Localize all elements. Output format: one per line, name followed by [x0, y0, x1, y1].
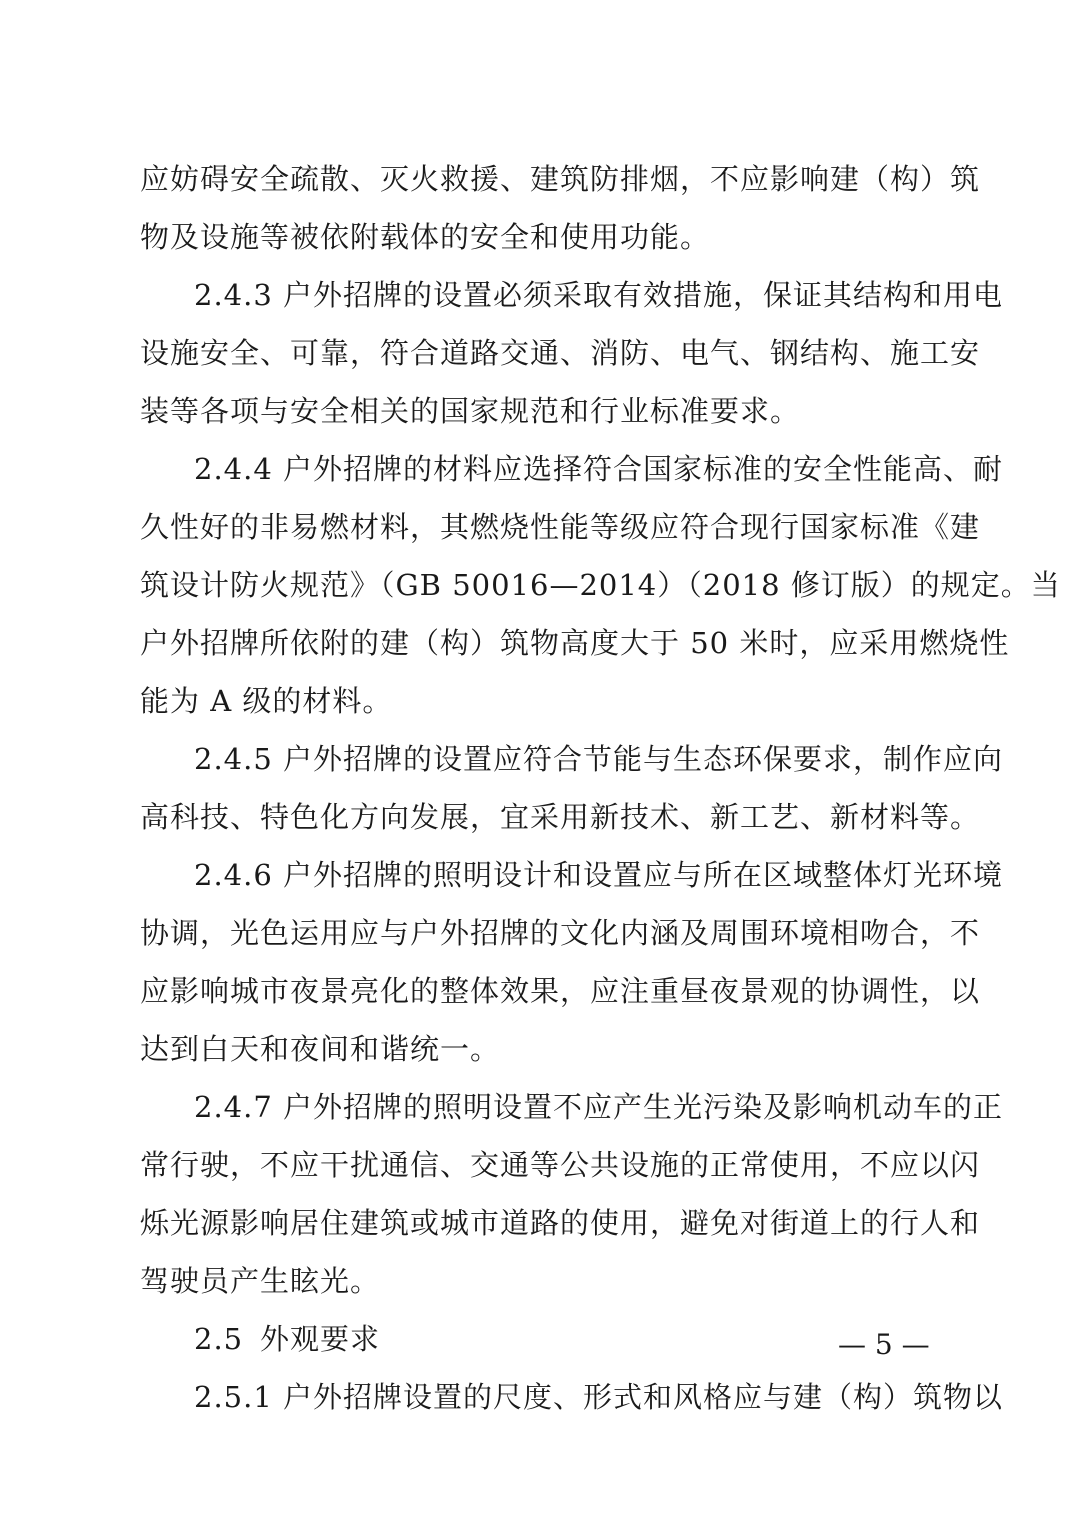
clause-2-4-7-line: 2.4.7 户外招牌的照明设置不应产生光污染及影响机动车的正 — [194, 1090, 1004, 1124]
clause-2-5-1-line: 2.5.1 户外招牌设置的尺度、形式和风格应与建（构）筑物以 — [194, 1380, 1004, 1414]
text-line: 协调，光色运用应与户外招牌的文化内涵及周围环境相吻合，不 — [140, 916, 981, 950]
clause-2-4-6-line: 2.4.6 户外招牌的照明设计和设置应与所在区域整体灯光环境 — [194, 858, 1004, 892]
document-body — [140, 150, 1061, 1426]
text-line: 高科技、特色化方向发展，宜采用新技术、新工艺、新材料等。 — [140, 800, 981, 834]
text-line: 筑设计防火规范》（GB 50016—2014）（2018 修订版）的规定。当 — [140, 568, 1061, 602]
text-line: 驾驶员产生眩光。 — [140, 1264, 381, 1298]
page-number: — 5 — — [838, 1328, 930, 1361]
clause-2-4-4-line: 2.4.4 户外招牌的材料应选择符合国家标准的安全性能高、耐 — [194, 452, 1004, 486]
text-line: 烁光源影响居住建筑或城市道路的使用，避免对街道上的行人和 — [140, 1206, 981, 1240]
text-line: 应影响城市夜景亮化的整体效果，应注重昼夜景观的协调性，以 — [140, 974, 981, 1008]
text-line: 应妨碍安全疏散、灭火救援、建筑防排烟，不应影响建（构）筑 — [140, 162, 981, 196]
text-line: 物及设施等被依附载体的安全和使用功能。 — [140, 220, 711, 254]
text-line: 能为 A 级的材料。 — [140, 684, 393, 718]
clause-2-4-5-line: 2.4.5 户外招牌的设置应符合节能与生态环保要求，制作应向 — [194, 742, 1004, 776]
text-line: 户外招牌所依附的建（构）筑物高度大于 50 米时，应采用燃烧性 — [140, 626, 1010, 660]
text-line: 设施安全、可靠，符合道路交通、消防、电气、钢结构、施工安 — [140, 336, 981, 370]
text-line: 常行驶，不应干扰通信、交通等公共设施的正常使用，不应以闪 — [140, 1148, 981, 1182]
clause-2-4-3-line: 2.4.3 户外招牌的设置必须采取有效措施，保证其结构和用电 — [194, 278, 1004, 312]
text-line: 装等各项与安全相关的国家规范和行业标准要求。 — [140, 394, 801, 428]
section-heading — [140, 1310, 940, 1368]
text-line: 久性好的非易燃材料，其燃烧性能等级应符合现行国家标准《建 — [140, 510, 981, 544]
section-title: 外观要求 — [260, 1322, 381, 1356]
section-number: 2.5 — [194, 1322, 244, 1356]
text-line: 达到白天和夜间和谐统一。 — [140, 1032, 501, 1066]
